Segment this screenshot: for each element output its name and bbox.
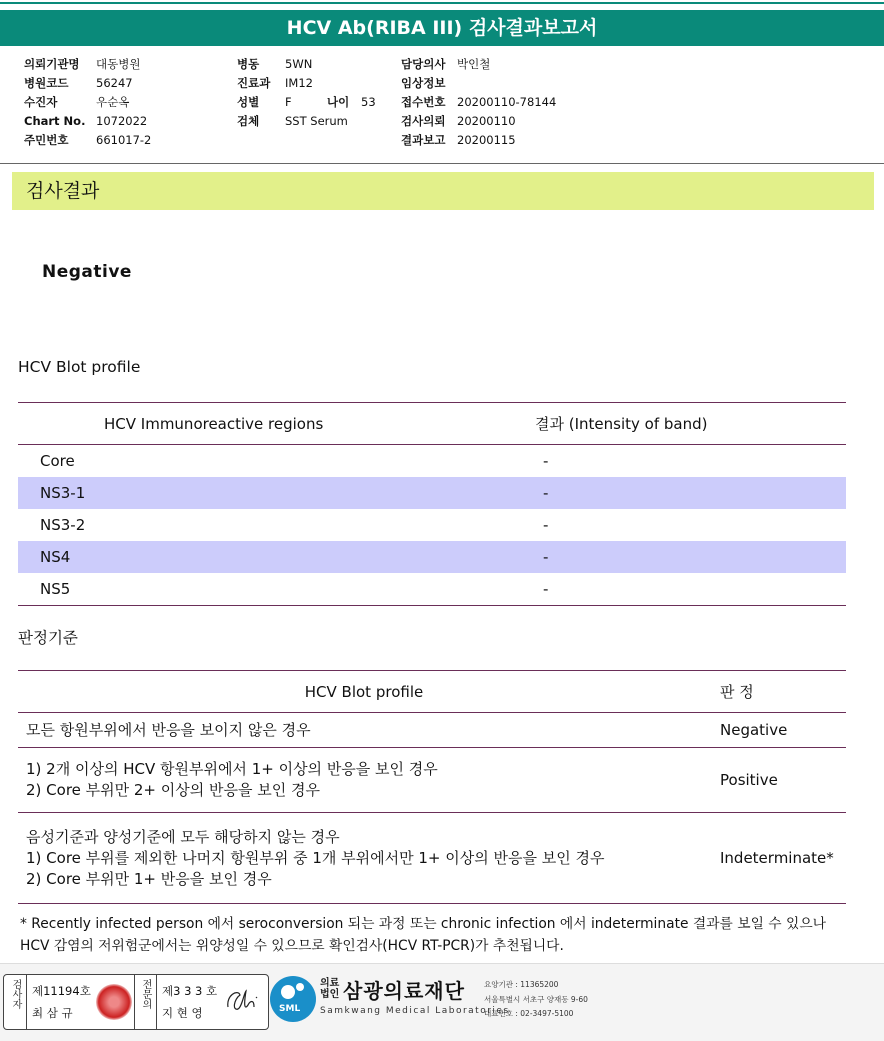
table-row <box>18 445 846 478</box>
criteria-title: 판정기준 <box>18 629 78 647</box>
header-col-1 <box>24 55 151 150</box>
region-cell: NS3-1 <box>18 477 535 509</box>
table-row <box>18 477 846 509</box>
examiner-name: 최 삼 규 <box>32 1006 73 1020</box>
region-cell: Core <box>40 452 75 470</box>
criteria-line: 1) 2개 이상의 HCV 항원부위에서 1+ 이상의 반응을 보인 경우 <box>26 760 438 778</box>
report-title: HCV Ab(RIBA III) 검사결과보고서 <box>0 10 884 46</box>
examiner-label-cell <box>4 975 27 1029</box>
criteria-cell <box>18 748 710 813</box>
table-row <box>18 713 846 748</box>
region-cell: NS3-2 <box>40 516 86 534</box>
criteria-cell <box>18 813 710 904</box>
value-cell: - <box>543 452 549 470</box>
field-value: IM12 <box>285 76 313 90</box>
field-label: 수진자 <box>24 95 58 109</box>
specialist-name: 지 현 영 <box>162 1006 203 1020</box>
seal-stamp-icon <box>96 984 132 1020</box>
field-value: 우순옥 <box>96 95 130 109</box>
signature-icon <box>224 985 264 1019</box>
field-value: SST Serum <box>285 114 348 128</box>
corp-info-line: 요양기관 : 11365200 <box>484 980 559 989</box>
table-row <box>18 748 846 813</box>
corp-english-name: Samkwang Medical Laboratories <box>320 1006 510 1016</box>
field-value: 5WN <box>285 57 313 71</box>
column-header: HCV Blot profile <box>18 671 710 713</box>
column-header: HCV Immunoreactive regions <box>18 403 535 445</box>
field-value: 20200110-78144 <box>457 95 557 109</box>
field-label: 검체 <box>237 114 260 128</box>
corp-info-line: 대표번호 : 02-3497-5100 <box>484 1009 574 1018</box>
table-row <box>18 509 846 541</box>
field-label: 성별 <box>237 95 260 109</box>
logo-text: SML <box>279 1004 301 1014</box>
field-label: 담당의사 <box>401 57 446 71</box>
value-cell: - <box>535 573 846 606</box>
signature-box <box>3 974 269 1030</box>
age-label: 나이 <box>327 95 350 109</box>
field-value: 20200115 <box>457 133 516 147</box>
field-label: 임상정보 <box>401 76 446 90</box>
judge-cell: Negative <box>710 713 846 748</box>
header-col-3 <box>401 55 556 150</box>
field-label: 병원코드 <box>24 76 69 90</box>
field-label: Chart No. <box>24 114 86 128</box>
field-label: 주민번호 <box>24 133 69 147</box>
blot-profile-title: HCV Blot profile <box>18 358 141 376</box>
sml-logo-icon <box>270 976 316 1022</box>
table-header-row <box>18 403 846 445</box>
header-divider <box>0 163 884 164</box>
region-cell: NS4 <box>18 541 535 573</box>
corp-info <box>484 978 588 1022</box>
criteria-table <box>18 670 846 904</box>
footnote: * Recently infected person 에서 seroconversion 되는 과정 또는 chronic infection 에서 indeterminate 결과를 보일 수 있으나 HCV 감염의 저위험군에서는 위양성일 수 있으므로 확인검사(HCV RT-PCR)가 추천됩니다. <box>20 916 826 954</box>
corp-name: 삼광의료재단 <box>343 979 465 1003</box>
age-value: 53 <box>361 95 376 109</box>
logo-mark-icon <box>270 976 316 1022</box>
criteria-cell <box>18 713 710 748</box>
field-label: 병동 <box>237 57 260 71</box>
criteria-line: 1) Core 부위를 제외한 나머지 항원부위 중 1개 부위에서만 1+ 이상의 반응을 보인 경우 <box>26 848 605 867</box>
column-header: 판 정 <box>710 671 846 713</box>
examiner-license: 제11194호 <box>32 984 91 998</box>
header-col-2 <box>237 55 376 131</box>
field-value: 1072022 <box>96 114 148 128</box>
value-cell: - <box>543 516 549 534</box>
region-cell: NS5 <box>18 573 535 606</box>
table-row <box>18 813 846 904</box>
field-label: 검사의뢰 <box>401 114 446 128</box>
field-value: F <box>285 95 292 109</box>
examiner-label: 검사자 <box>10 979 21 1009</box>
field-label: 의뢰기관명 <box>24 57 80 71</box>
judge-cell: Indeterminate* <box>710 813 846 904</box>
column-header: 결과 (Intensity of band) <box>535 403 846 445</box>
value-cell: - <box>535 477 846 509</box>
field-label: 결과보고 <box>401 133 446 147</box>
field-value: 20200110 <box>457 114 516 128</box>
field-label: 접수번호 <box>401 95 446 109</box>
criteria-line: 2) Core 부위만 2+ 이상의 반응을 보인 경우 <box>26 781 320 799</box>
table-row <box>18 573 846 606</box>
corp-info-line: 서울특별시 서초구 양재동 9-60 <box>484 994 588 1004</box>
specialist-label-cell <box>134 975 157 1029</box>
table-row <box>18 541 846 573</box>
field-value: 박인철 <box>457 57 491 71</box>
criteria-line: 음성기준과 양성기준에 모두 해당하지 않는 경우 <box>26 827 340 846</box>
table-header-row <box>18 671 846 713</box>
criteria-line: 2) Core 부위만 1+ 반응을 보인 경우 <box>26 869 272 888</box>
judge-cell: Positive <box>710 748 846 813</box>
criteria-line: 모든 항원부위에서 반응을 보이지 않은 경우 <box>26 720 311 739</box>
field-label: 진료과 <box>237 76 271 90</box>
top-border <box>0 2 884 4</box>
section-title-bar: 검사결과 <box>12 172 874 210</box>
specialist-license: 제3 3 3 호 <box>162 984 218 998</box>
test-result: Negative <box>42 262 132 282</box>
field-value: 661017-2 <box>96 133 152 147</box>
blot-profile-table <box>18 402 846 606</box>
specialist-label: 전문의 <box>140 979 151 1009</box>
corp-type: 의료법인 <box>320 978 340 1000</box>
value-cell: - <box>535 541 846 573</box>
field-value: 대동병원 <box>96 57 141 71</box>
field-value: 56247 <box>96 76 133 90</box>
